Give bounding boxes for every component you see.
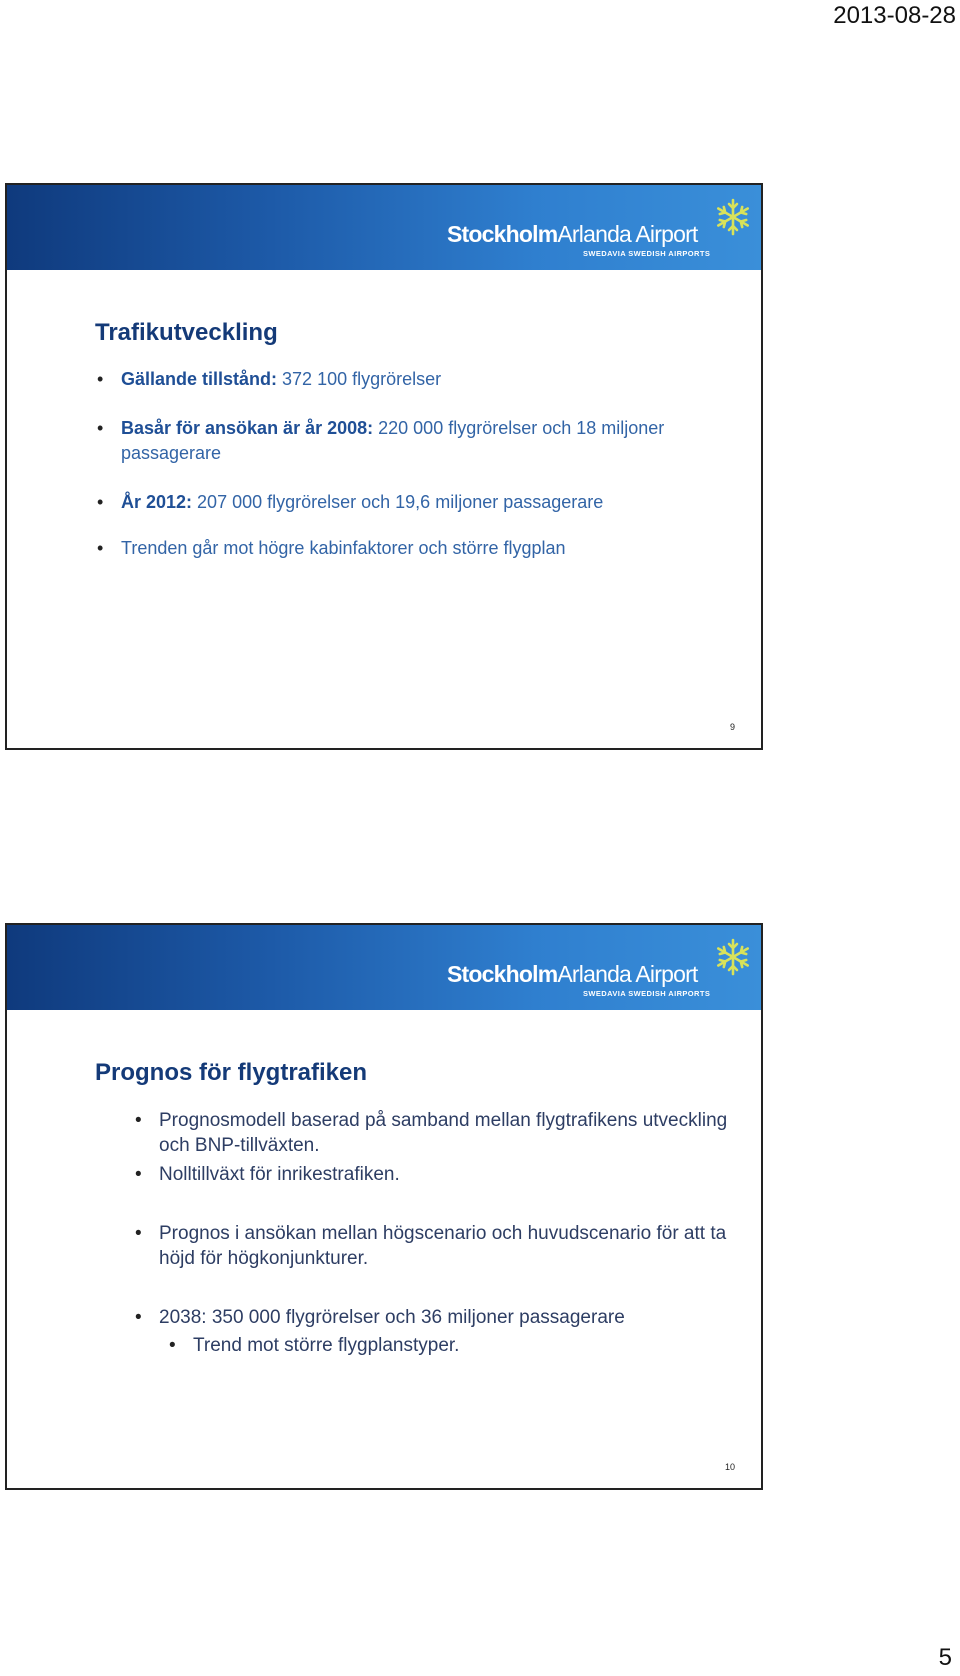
bullet-text: Trenden går mot högre kabinfaktorer och större flygplan	[121, 538, 566, 558]
bullet-label: Gällande tillstånd:	[121, 369, 278, 389]
brand-logo-text	[447, 221, 698, 248]
bullet-item: • Prognosmodell baserad på samband mellan flygtrafikens utveckling och BNP-tillväxten.	[159, 1108, 759, 1158]
bullet-text: 220 000 flygrörelser och 18 miljoner passagerare	[121, 418, 665, 463]
sub-bullet-list	[193, 1333, 759, 1358]
bullet-item	[121, 416, 681, 466]
bullet-label: Basår för ansökan är år 2008:	[121, 418, 374, 438]
brand-subtitle: SWEDAVIA SWEDISH AIRPORTS	[583, 989, 711, 998]
bullet-item	[121, 367, 681, 392]
bullet-item	[159, 1305, 759, 1358]
bullet-item: • Nolltillväxt för inrikestrafiken.	[159, 1162, 759, 1187]
brand-name-bold: Stockholm	[447, 221, 558, 247]
slide-title: Prognos för flygtrafiken	[95, 1059, 368, 1086]
bullet-list	[121, 367, 681, 561]
slide-title: Trafikutveckling	[95, 319, 278, 346]
bullet-text: 372 100 flygrörelser	[277, 369, 442, 389]
brand-name-rest: Arlanda Airport	[557, 221, 698, 247]
bullet-item: • Prognos i ansökan mellan högscenario och huvudscenario för att ta höjd för högkonjunkturer.	[159, 1221, 759, 1271]
slide-trafikutveckling	[5, 183, 763, 750]
brand-name-rest: Arlanda Airport	[557, 961, 698, 987]
slide-number: 9	[729, 722, 735, 732]
brand-name-bold: Stockholm	[447, 961, 558, 987]
slide-prognos	[5, 923, 763, 1490]
brand-logo-text	[447, 961, 698, 988]
sub-bullet-item: • Trend mot större flygplanstyper.	[193, 1333, 759, 1358]
bullet-text: 2038: 350 000 flygrörelser och 36 miljoner passagerare	[159, 1307, 625, 1328]
snowflake-icon	[713, 937, 753, 977]
slide-banner	[7, 925, 761, 1010]
brand-subtitle: SWEDAVIA SWEDISH AIRPORTS	[583, 249, 711, 258]
bullet-item	[121, 536, 681, 561]
bullet-label: År 2012:	[121, 492, 193, 512]
snowflake-icon	[713, 197, 753, 237]
page-date: 2013-08-28	[833, 2, 956, 29]
bullet-item	[121, 490, 681, 515]
slide-banner	[7, 185, 761, 270]
page-number: 5	[938, 1644, 952, 1671]
bullet-text: 207 000 flygrörelser och 19,6 miljoner passagerare	[192, 492, 604, 512]
slide-number: 10	[724, 1462, 735, 1472]
bullet-list	[159, 1108, 759, 1358]
